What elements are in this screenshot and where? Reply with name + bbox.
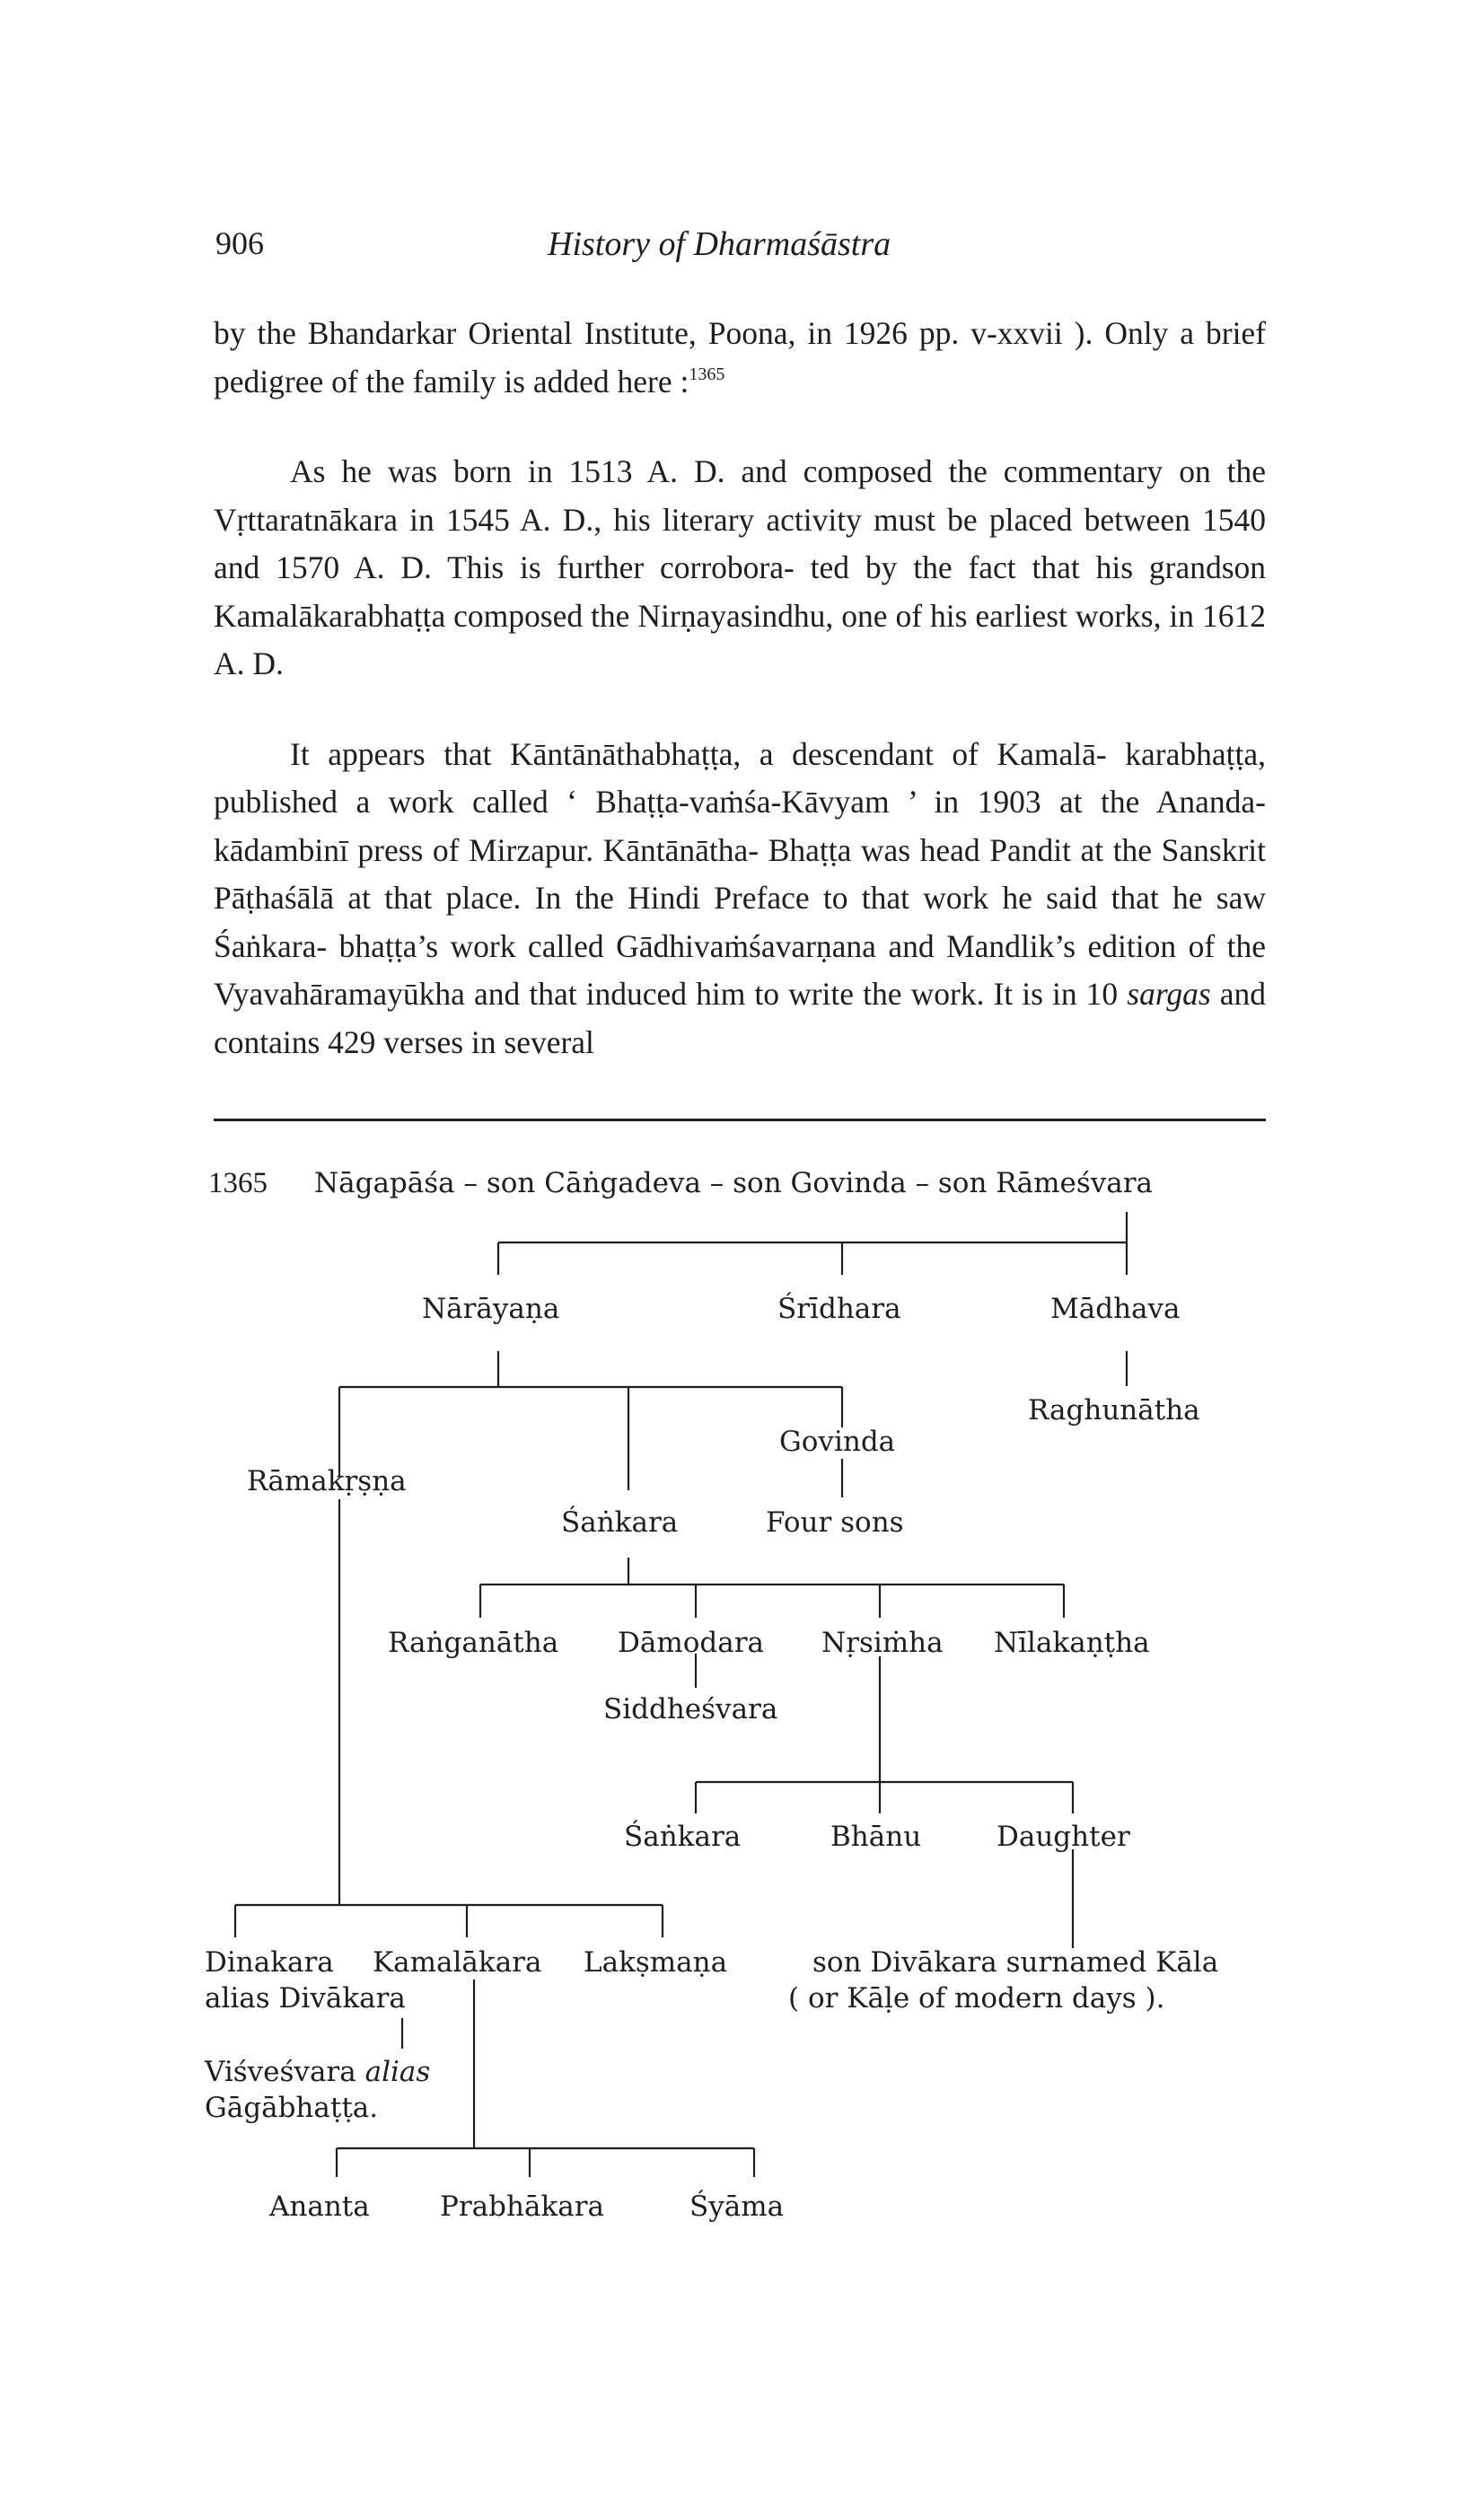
italic-word: sargas <box>1127 976 1211 1012</box>
node-siddhesvara: Siddheśvara <box>603 1693 778 1725</box>
text-line-start: work. It is in 10 <box>910 976 1128 1012</box>
text-line: It appears that Kāntānāthabhaṭṭa, a descendant of Kamalā- <box>290 735 1107 772</box>
footnote-reference[interactable]: 1365 <box>689 364 725 384</box>
node-laksmana: Lakṣmaṇa <box>584 1946 728 1979</box>
lineage-line: Nāgapāśa – son Cāṅgadeva – son Govinda – son Rāmeśvara <box>314 1167 1154 1199</box>
node-dinakara: Dinakara <box>205 1946 334 1979</box>
footnote-number: 1365 <box>208 1167 268 1199</box>
node-bhanu: Bhānu <box>830 1821 922 1853</box>
paragraph-1 <box>214 310 1266 406</box>
text-line: by the Bhandarkar Oriental Institute, Poona, in 1926 pp. <box>214 315 960 351</box>
text-line: placed between 1540 and 1570 A. D. This is further corrobora- <box>214 501 1267 585</box>
text-line: 1903 at the Ananda-kādambinī press of Mirzapur. Kāntānātha- <box>214 784 1266 868</box>
node-daughter: Daughter <box>997 1821 1130 1853</box>
text-line: Nirṇayasindhu, one of his earliest works, in 1612 A. D. <box>214 597 1267 681</box>
text-line: bhaṭṭa’s work called Gādhivaṁśavarṇana and Mandlik’s edition <box>338 927 1177 964</box>
node-kamalakara: Kamalākara <box>373 1946 542 1979</box>
node-sankara-2: Śaṅkara <box>624 1821 742 1853</box>
text-line-end: and contains 429 verses in several <box>214 976 1266 1060</box>
text-line: Bhaṭṭa was head Pandit at the Sanskrit Pāṭhaśālā at that place. <box>214 831 1266 916</box>
node-dinakara-alias: alias Divākara <box>205 1982 406 2015</box>
node-sankara: Śaṅkara <box>561 1506 679 1539</box>
node-nrsimha: Nṛsiṁha <box>821 1627 944 1659</box>
text-line: of the Vyavahāramayūkha and that induced him to write the <box>214 927 1267 1012</box>
node-raghunatha: Raghunātha <box>1028 1394 1200 1427</box>
alias-word: alias <box>364 2056 431 2088</box>
node-ananta: Ananta <box>269 2190 370 2223</box>
text-line: As he was born in 1513 A. D. and composed the commentary <box>290 453 1163 489</box>
text-line: on the Vṛttaratnākara in 1545 A. D., his literary activity must be <box>214 453 1267 538</box>
node-ramakrsna: Rāmakṛṣṇa <box>247 1465 407 1497</box>
node-syama: Śyāma <box>689 2190 785 2223</box>
running-title: History of Dharmaśāstra <box>548 225 891 263</box>
node-ranganatha: Raṅganātha <box>388 1627 559 1659</box>
visvesvara-name: Viśveśvara <box>205 2056 356 2088</box>
node-visvesvara <box>205 2056 430 2088</box>
node-govinda: Govinda <box>779 1426 896 1458</box>
text-line: ted by the fact that his grandson Kamalākarabhaṭṭa composed the <box>214 549 1267 634</box>
paragraph-3 <box>214 731 1266 1067</box>
text-line: In the Hindi Preface to that work he said that he saw Śaṅkara- <box>214 880 1266 964</box>
running-head <box>215 224 1293 269</box>
node-four-sons: Four sons <box>766 1506 904 1539</box>
node-prabhakara: Prabhākara <box>440 2190 605 2223</box>
node-son-divakara: son Divākara surnamed Kāla <box>812 1946 1219 1979</box>
main-text <box>214 310 1266 1067</box>
page-number: 906 <box>215 225 264 261</box>
node-damodara: Dāmodara <box>618 1627 765 1659</box>
text-line: karabhaṭṭa, published a work called ‘ Bhaṭṭa-vaṁśa-Kāvyam ’ in <box>214 735 1266 820</box>
node-sridhara: Śrīdhara <box>777 1293 901 1325</box>
node-gagabhatta: Gāgābhaṭṭa. <box>205 2092 379 2124</box>
node-madhava: Mādhava <box>1050 1293 1181 1325</box>
footnote-divider <box>214 1119 1266 1121</box>
node-nilakantha: Nīlakaṇṭha <box>994 1627 1150 1659</box>
paragraph-2 <box>214 448 1266 689</box>
node-narayana: Nārāyaṇa <box>422 1293 560 1325</box>
text-line: v-xxvii ). Only a brief pedigree of the family is added here : <box>214 315 1267 399</box>
node-kale-note: ( or Kāḷe of modern days ). <box>788 1982 1165 2015</box>
